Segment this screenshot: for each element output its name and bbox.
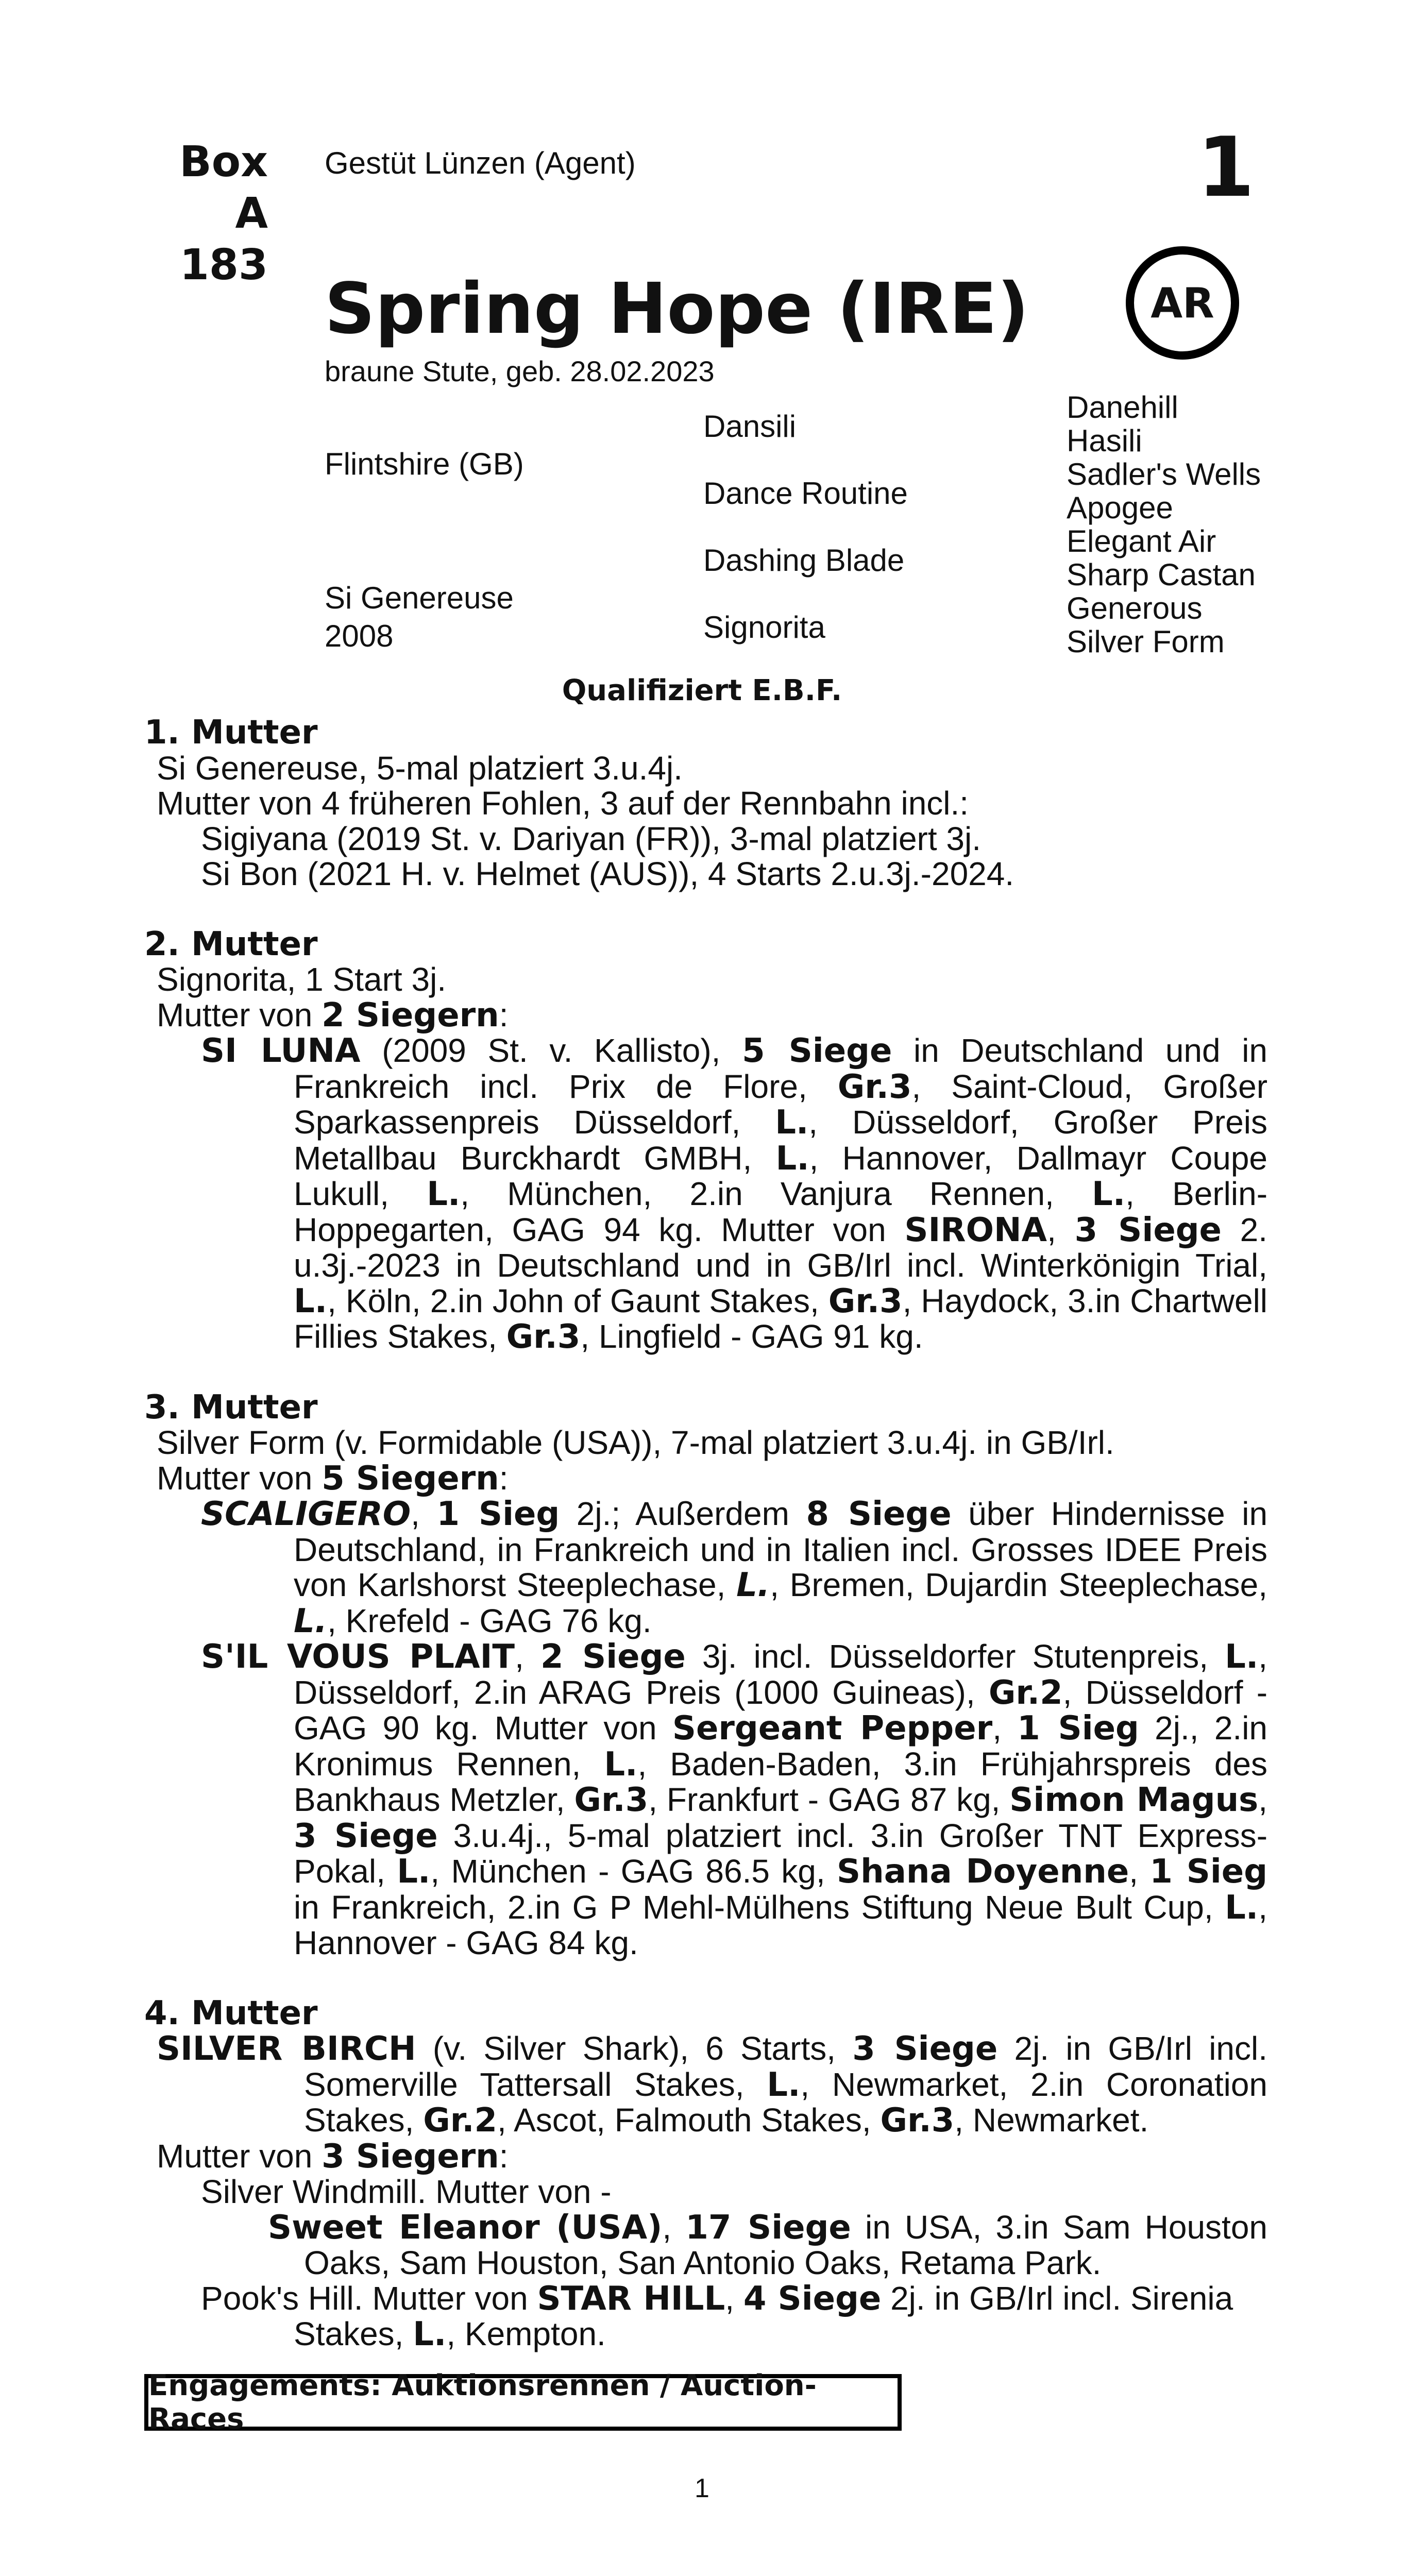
produce-entry: SCALIGERO, 1 Sieg 2j.; Außerdem 8 Siege über Hindernisse in Deutschland, in Frankreich und in Italien incl. Grosses IDEE Preis von Karlshorst Steeplechase, L., Bremen, Dujardin Steeplechase, L., Krefeld - GAG 76 kg. (201, 1495, 1268, 1640)
dam-record: Si Genereuse, 5-mal platziert 3.u.4j. (157, 749, 683, 787)
pedigree-sire: Flintshire (GB) (325, 447, 524, 481)
pedigree-grandparent: Dashing Blade (703, 543, 905, 578)
produce-summary: Mutter von 5 Siegern: (157, 1459, 509, 1498)
produce-summary: Mutter von 4 früheren Fohlen, 3 auf der Rennbahn incl.: (157, 785, 969, 822)
produce-entry: Sigiyana (2019 St. v. Dariyan (FR)), 3-mal platziert 3j. (201, 820, 981, 857)
qualification: Qualifiziert E.B.F. (562, 674, 842, 707)
pedigree-dam-year: 2008 (325, 619, 394, 653)
section-heading: 4. Mutter (144, 1994, 318, 2032)
lot-number: 1 (1197, 119, 1255, 215)
dam-record: Silver Form (v. Formidable (USA)), 7-mal platziert 3.u.4j. in GB/Irl. (157, 1424, 1114, 1461)
dam-lines (144, 715, 1267, 2352)
produce-entry: Silver Windmill. Mutter von - (201, 2173, 612, 2210)
engagements-label: Engagements: Auktionsrennen / Auction-Races (148, 2369, 817, 2436)
pedigree-grandparent: Signorita (703, 610, 825, 645)
pedigree-great-grandparent: Sadler's Wells (1067, 457, 1261, 492)
pedigree-great-grandparent: Elegant Air (1067, 524, 1216, 558)
pedigree-dam: Si Genereuse (325, 581, 514, 615)
section-heading: 3. Mutter (144, 1388, 318, 1427)
dam-record: Signorita, 1 Start 3j. (157, 961, 447, 998)
horse-description: braune Stute, geb. 28.02.2023 (325, 355, 715, 387)
produce-entry: Sweet Eleanor (USA), 17 Siege in USA, 3.in Sam Houston Oaks, Sam Houston, San Antonio Oaks, Retama Park. (268, 2208, 1268, 2281)
produce-summary: Mutter von 3 Siegern: (157, 2137, 509, 2176)
pedigree-great-grandparent: Generous (1067, 591, 1203, 625)
page-number: 1 (695, 2473, 709, 2503)
pedigree-grandparent: Dance Routine (703, 476, 908, 511)
horse-name: Spring Hope (IRE) (325, 268, 1029, 350)
section-heading: 1. Mutter (144, 714, 318, 752)
box-label: Box (179, 138, 268, 187)
pedigree-great-grandparent: Danehill (1067, 390, 1178, 425)
produce-entry: SI LUNA (2009 St. v. Kallisto), 5 Siege in Deutschland und in Frankreich incl. Prix de Flore, Gr.3, Saint-Cloud, Großer Sparkassenpreis Düsseldorf, L., Düsseldorf, Großer Preis Metallbau Burckhardt GMBH, L., Hannover, Dallmayr Coupe Lukull, L., München, 2.in Vanjura Rennen, L., Berlin-Hoppegarten, GAG 94 kg. Mutter von SIRONA, 3 Siege 2. u.3j.-2023 in Deutschland und in GB/Irl incl. Winterkönigin Trial, L., Köln, 2.in John of Gaunt Stakes, Gr.3, Haydock, 3.in Chartwell Fillies Stakes, Gr.3, Lingfield - GAG 91 kg. (201, 1032, 1268, 1356)
engagements-box (144, 2369, 902, 2436)
pedigree-great-grandparent: Apogee (1067, 490, 1173, 525)
dam-record: SILVER BIRCH (v. Silver Shark), 6 Starts, 3 Siege 2j. in GB/Irl incl. Somerville Tattersall Stakes, L., Newmarket, 2.in Coronation Stakes, Gr.2, Ascot, Falmouth Stakes, Gr.3, Newmarket. (157, 2030, 1268, 2140)
produce-summary: Mutter von 2 Siegern: (157, 996, 509, 1035)
produce-entry: S'IL VOUS PLAIT, 2 Siege 3j. incl. Düsseldorfer Stutenpreis, L., Düsseldorf, 2.in ARAG Preis (1000 Guineas), Gr.2, Düsseldorf - GAG 90 kg. Mutter von Sergeant Pepper, 1 Sieg 2j., 2.in Kronimus Rennen, L., Baden-Baden, 3.in Frühjahrspreis des Bankhaus Metzler, Gr.3, Frankfurt - GAG 87 kg, Simon Magus, 3 Siege 3.u.4j., 5-mal platziert incl. 3.in Großer TNT Express-Pokal, L., München - GAG 86.5 kg, Shana Doyenne, 1 Sieg in Frankreich, 2.in G P Mehl-Mülhens Stiftung Neue Bult Cup, L., Hannover - GAG 84 kg. (201, 1638, 1268, 1961)
section-heading: 2. Mutter (144, 925, 318, 963)
agent-name: Gestüt Lünzen (Agent) (325, 146, 636, 180)
pedigree-great-grandparent: Silver Form (1067, 624, 1225, 659)
ar-badge (1126, 246, 1239, 360)
produce-entry: Si Bon (2021 H. v. Helmet (AUS)), 4 Starts 2.u.3j.-2024. (201, 855, 1014, 892)
pedigree-great-grandparent: Sharp Castan (1067, 557, 1256, 592)
box-code: A 183 (179, 189, 268, 290)
pedigree-great-grandparent: Hasili (1067, 423, 1142, 458)
pedigree-grandparent: Dansili (703, 409, 797, 444)
produce-entry: Pook's Hill. Mutter von STAR HILL, 4 Siege 2j. in GB/Irl incl. Sirenia Stakes, L., Kempton. (201, 2279, 1233, 2353)
ar-badge-label: AR (1151, 279, 1214, 327)
